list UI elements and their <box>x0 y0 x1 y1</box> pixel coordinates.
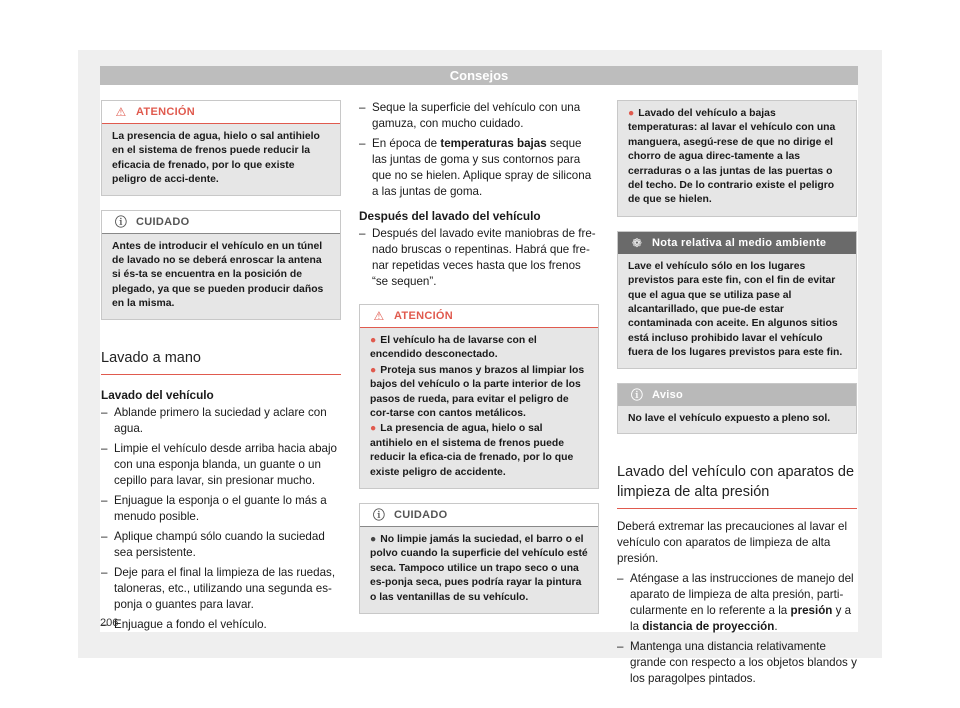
bullet-text: Lavado del vehículo a bajas temperaturas: al lavar el vehículo con una manguera, asegú-rese de que no dirige el chorro de agua direc-tamente a las cerraduras o a las juntas de las puertas o del techo. De lo contrario existe el peligro de que se hielen. <box>628 108 836 206</box>
environment-note-header <box>618 232 856 254</box>
list-item: – Deje para el final la limpieza de las ruedas, taloneras, etc., utilizando una segunda es-ponja o guantes para lavar. <box>101 565 341 613</box>
warning-body <box>360 328 598 488</box>
notice-header <box>618 384 856 406</box>
text-run: y a la <box>630 604 852 634</box>
environment-note-text: Lave el vehículo sólo en los lugares previstos para este fin, con el fin de evitar que el agua que se utiliza pase al alcantarillado, que pue-de estar contaminada con aceite. En algunos sitios está incluso prohibido lavar el vehículo fuera de los lugares previstos para este fin. <box>618 254 856 368</box>
sub-title: Lavado del vehículo <box>101 387 214 402</box>
warning-triangle-icon: ⚠ <box>373 309 385 323</box>
warning-bullet <box>370 422 588 480</box>
bullet-icon: ● <box>370 335 377 346</box>
column-left <box>101 100 341 633</box>
notice-text: No lave el vehículo expuesto a pleno sol. <box>618 406 856 433</box>
section-title: Lavado del vehículo con aparatos de limpieza de alta presión <box>617 462 857 509</box>
bold-text: presión <box>790 604 833 618</box>
bullet-icon: ● <box>370 423 377 435</box>
info-circle-icon: ⓘ <box>114 214 128 229</box>
care-label: CUIDADO <box>136 215 190 228</box>
warning-bullet <box>370 334 588 363</box>
warning-text: La presencia de agua, hielo o sal antihielo en el sistema de frenos puede reducir la eficacia de frenado, por lo que existe peligro de acci-dente. <box>102 124 340 195</box>
notice-label: Aviso <box>652 388 684 401</box>
environment-note-box <box>617 231 857 369</box>
text-run: En época de <box>372 137 441 150</box>
care-box <box>359 503 599 614</box>
info-circle-icon: ⓘ <box>372 508 386 523</box>
bullet-text: El vehículo ha de lavarse con el encendido desconectado. <box>370 335 537 361</box>
page-number: 206 <box>100 617 119 629</box>
care-header <box>102 211 340 234</box>
bullet-text: Proteja sus manos y brazos al limpiar los bajos del vehículo o la parte interior de los pasos de rueda, para evitar el peligro de cor-tarse con cantos metálicos. <box>370 364 585 420</box>
warning-label: ATENCIÓN <box>394 310 454 322</box>
list-item <box>617 571 857 635</box>
text-run: seque las juntas de goma y sus contornos para que no se hielen. Aplique spray de silicona a las juntas de goma. <box>372 137 592 198</box>
bullet-text: No limpie jamás la suciedad, el barro o el polvo cuando la superficie del vehículo esté seca. Tampoco utilice un trapo seco o una es-ponja seca, pues podría rayar la pintura o las ventanillas de su vehículo. <box>370 534 588 603</box>
text-run: . <box>774 620 778 634</box>
warning-triangle-icon: ⚠ <box>115 105 127 119</box>
list-item: – Aplique champú sólo cuando la suciedad sea persistente. <box>101 529 341 561</box>
warning-box <box>359 304 599 489</box>
list-item: – Limpie el vehículo desde arriba hacia abajo con una esponja blanda, un guante o un cepillo para lavar, sin presionar mucho. <box>101 441 341 489</box>
list-item: – Seque la superficie del vehículo con una gamuza, con mucho cuidado. <box>359 100 599 132</box>
care-header <box>360 504 598 527</box>
intro-paragraph: Deberá extremar las precauciones al lavar el vehículo con aparatos de limpieza de alta presión. <box>617 520 848 566</box>
care-label: CUIDADO <box>394 509 448 522</box>
list-item: – Mantenga una distancia relativamente grande con respecto a los objetos blandos y los paragolpes pintados. <box>617 639 857 687</box>
warning-label: ATENCIÓN <box>136 106 196 118</box>
warning-bullet <box>628 107 846 208</box>
bullet-icon: ● <box>628 108 635 119</box>
list-item: – Enjuague la esponja o el guante lo más a menudo posible. <box>101 493 341 525</box>
environment-note-label: Nota relativa al medio ambiente <box>652 236 827 249</box>
column-right <box>617 100 857 687</box>
environment-flower-icon: ❁ <box>631 235 643 250</box>
warning-header <box>102 101 340 124</box>
list-item: – Ablande primero la suciedad y aclare con agua. <box>101 405 341 437</box>
chapter-title: Consejos <box>449 68 509 83</box>
bold-text: temperaturas bajas <box>440 137 547 150</box>
notice-box <box>617 383 857 434</box>
sub-title: Después del lavado del vehículo <box>359 209 541 223</box>
bold-text: distancia de proyección <box>642 620 775 634</box>
column-middle <box>359 100 599 614</box>
care-bullet <box>370 533 588 605</box>
care-body <box>360 527 598 613</box>
list-item: – Enjuague a fondo el vehículo. <box>101 617 341 633</box>
list-item: – Después del lavado evite maniobras de fre-nado bruscas o repentinas. Habrá que fre-nar repetidas veces hasta que los frenos “se sequen”. <box>359 226 599 290</box>
warning-header <box>360 305 598 328</box>
bullet-text: La presencia de agua, hielo o sal antihielo en el sistema de frenos puede reducir la efica-cia de frenado, por lo que existe peligro de accidente. <box>370 423 574 478</box>
list-item <box>359 136 599 200</box>
warning-bullet <box>370 364 588 422</box>
chapter-header <box>100 66 858 85</box>
notice-info-icon: ⓘ <box>630 387 644 402</box>
care-box <box>101 210 341 320</box>
text-run: Aténgase a las instrucciones de manejo del aparato de limpieza de alta presión, parti-cularmente en lo referente a la <box>630 572 854 618</box>
bullet-icon: ● <box>370 534 377 546</box>
bullet-icon: ● <box>370 364 377 376</box>
continued-warning-box <box>617 100 857 217</box>
continued-warning-body <box>618 101 856 216</box>
warning-box <box>101 100 341 196</box>
section-title: Lavado a mano <box>101 348 341 375</box>
care-text: Antes de introducir el vehículo en un túnel de lavado no se deberá enroscar la antena si és-ta se encuentra en la posición de plegado, ya que se pueden producir daños en la misma. <box>102 234 340 319</box>
